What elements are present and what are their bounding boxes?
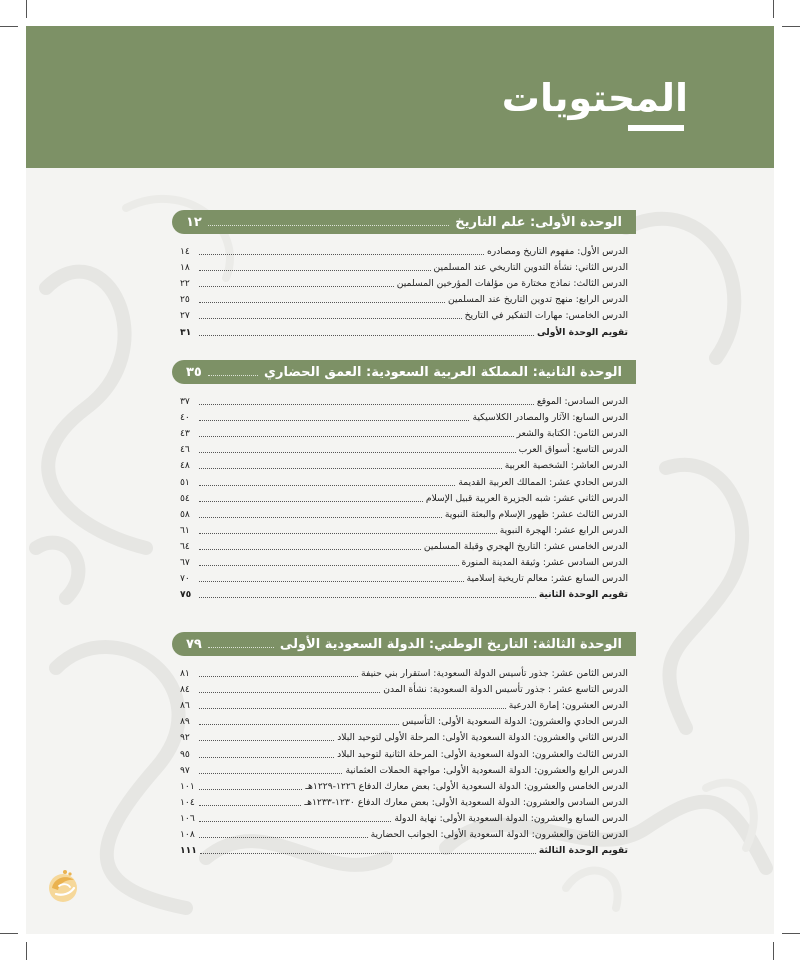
unit-title: الوحدة الأولى: علم التاريخ <box>455 214 622 230</box>
entry-title: الدرس الثامن والعشرون: الدولة السعودية الأولى: الجوانب الحضارية <box>370 829 628 841</box>
entry-title: الدرس الثامن عشر: جذور تأسيس الدولة السعودية: استقرار بني حنيفة <box>361 668 628 680</box>
entry-page-number: ٤٣ <box>180 428 190 440</box>
entry-page-number: ٤٦ <box>180 444 190 456</box>
toc-entry[interactable] <box>180 242 628 258</box>
entry-title: الدرس الرابع والعشرون: الدولة السعودية الأولى: مواجهة الحملات العثمانية <box>345 764 628 776</box>
entry-page-number: ١٠٤ <box>180 796 195 808</box>
entry-title: الدرس السادس عشر: وثيقة المدينة المنورة <box>461 557 628 569</box>
entry-title: الدرس الثالث: نماذج مختارة من مؤلفات المؤرخين المسلمين <box>396 278 628 290</box>
dot-leader <box>199 452 516 453</box>
dot-leader <box>199 565 459 566</box>
dot-leader <box>199 724 399 725</box>
dot-leader <box>199 436 514 437</box>
crop-mark <box>0 26 18 27</box>
entry-page-number: ٦٧ <box>180 557 190 569</box>
dot-leader <box>199 404 534 405</box>
entry-page-number: ٦٤ <box>180 540 190 552</box>
toc-entry[interactable] <box>180 793 628 809</box>
dot-leader <box>199 286 394 287</box>
dot-leader <box>199 302 445 303</box>
entry-page-number: ٤٠ <box>180 412 190 424</box>
entry-title: تقويم الوحدة الأولى <box>536 326 628 338</box>
crop-mark <box>773 942 774 960</box>
toc-entry[interactable] <box>180 424 628 440</box>
toc-entry[interactable] <box>180 664 628 680</box>
entry-page-number: ١٨ <box>180 262 190 274</box>
unit-title: الوحدة الثانية: المملكة العربية السعودية: العمق الحضاري <box>264 364 622 380</box>
entry-page-number: ٢٧ <box>180 310 190 322</box>
toc-entry[interactable] <box>180 696 628 712</box>
entry-page-number: ١٤ <box>180 246 190 258</box>
dot-leader <box>199 533 497 534</box>
toc-entry[interactable] <box>180 306 628 322</box>
toc-entry[interactable] <box>180 553 628 569</box>
dot-leader <box>199 517 442 518</box>
unit-page-number: ٣٥ <box>186 364 202 380</box>
entry-title: الدرس التاسع عشر : جذور تأسيس الدولة السعودية: نشأة المدن <box>383 684 628 696</box>
entry-title: الدرس العشرون: إمارة الدرعية <box>508 700 628 712</box>
page-title: المحتويات <box>501 76 688 120</box>
toc-entry[interactable] <box>180 712 628 728</box>
entry-title: الدرس الخامس عشر: التاريخ الهجري وقبلة المسلمين <box>423 540 628 552</box>
dot-leader <box>199 549 421 550</box>
crop-mark <box>26 0 27 18</box>
entry-page-number: ٩٢ <box>180 732 190 744</box>
entry-title: الدرس الأول: مفهوم التاريخ ومصادره <box>486 246 628 258</box>
entry-page-number: ٩٧ <box>180 764 190 776</box>
entry-page-number: ٨٦ <box>180 700 190 712</box>
dot-leader <box>199 789 302 790</box>
unit-page-number: ٧٩ <box>186 636 202 652</box>
entry-page-number: ٨٩ <box>180 716 190 728</box>
dot-leader <box>199 773 342 774</box>
toc-entry[interactable] <box>180 472 628 488</box>
dot-leader <box>199 805 301 806</box>
entry-page-number: ٨١ <box>180 668 190 680</box>
toc-entry[interactable] <box>180 569 628 585</box>
dot-leader <box>199 676 358 677</box>
unit-3 <box>172 632 636 857</box>
entry-title: الدرس الثاني والعشرون: الدولة السعودية الأولى: المرحلة الأولى لتوحيد البلاد <box>337 732 628 744</box>
toc-entry[interactable] <box>180 761 628 777</box>
crop-mark <box>782 933 800 934</box>
entry-title: الدرس السادس والعشرون: الدولة السعودية الأولى: بعض معارك الدفاع ١٢٣٠-١٢٣٣هـ <box>304 796 628 808</box>
toc-entry[interactable] <box>180 290 628 306</box>
dot-leader <box>199 692 380 693</box>
toc-entry[interactable] <box>180 728 628 744</box>
toc-entry-evaluation[interactable] <box>180 322 628 338</box>
publisher-logo-icon <box>44 866 82 904</box>
entry-title: الدرس العاشر: الشخصية العربية <box>504 460 628 472</box>
entry-title: الدرس الخامس والعشرون: الدولة السعودية الأولى: بعض معارك الدفاع ١٢٢٦-١٢٢٩هـ <box>305 780 628 792</box>
entry-title: الدرس الثاني عشر: شبه الجزيرة العربية قبيل الإسلام <box>425 492 628 504</box>
dot-leader <box>208 647 274 648</box>
unit-header[interactable] <box>172 360 636 384</box>
crop-mark <box>773 0 774 18</box>
toc-entry[interactable] <box>180 456 628 472</box>
entry-page-number: ٦١ <box>180 524 190 536</box>
toc-entry-evaluation[interactable] <box>180 841 628 857</box>
entry-page-number: ٥٨ <box>180 508 190 520</box>
entry-title: الدرس الثالث والعشرون: الدولة السعودية الأولى: المرحلة الثانية لتوحيد البلاد <box>337 748 628 760</box>
entry-title: الدرس الخامس: مهارات التفكير في التاريخ <box>464 310 628 322</box>
toc-entry[interactable] <box>180 809 628 825</box>
entry-page-number: ٩٥ <box>180 748 190 760</box>
unit-header[interactable] <box>172 210 636 234</box>
toc-entry[interactable] <box>180 521 628 537</box>
toc-entry[interactable] <box>180 274 628 290</box>
crop-mark <box>0 933 18 934</box>
unit-2 <box>172 360 636 601</box>
unit-1 <box>172 210 636 339</box>
dot-leader <box>199 740 334 741</box>
dot-leader <box>199 581 464 582</box>
entry-title: الدرس السابع عشر: معالم تاريخية إسلامية <box>466 573 628 585</box>
toc-entry[interactable] <box>180 825 628 841</box>
unit-title: الوحدة الثالثة: التاريخ الوطني: الدولة السعودية الأولى <box>279 636 622 652</box>
toc-entry[interactable] <box>180 777 628 793</box>
entry-title: الدرس الرابع عشر: الهجرة النبوية <box>499 524 628 536</box>
entry-page-number: ٧٥ <box>180 589 192 601</box>
crop-mark <box>782 26 800 27</box>
entry-title: الدرس التاسع: أسواق العرب <box>518 444 628 456</box>
dot-leader <box>199 757 334 758</box>
entry-page-number: ٣٧ <box>180 396 190 408</box>
toc-entry-evaluation[interactable] <box>180 585 628 601</box>
dot-leader <box>208 225 449 226</box>
toc-entry[interactable] <box>180 505 628 521</box>
dot-leader <box>199 821 391 822</box>
entry-title: الدرس السابع: الآثار والمصادر الكلاسيكية <box>472 412 628 424</box>
entry-page-number: ٤٨ <box>180 460 190 472</box>
dot-leader <box>200 853 536 854</box>
entry-title: الدرس الثاني: نشأة التدوين التاريخي عند المسلمين <box>433 262 628 274</box>
dot-leader <box>199 837 368 838</box>
toc-entry[interactable] <box>180 537 628 553</box>
dot-leader <box>199 270 431 271</box>
crop-mark <box>26 942 27 960</box>
entry-title: الدرس السابع والعشرون: الدولة السعودية الأولى: نهاية الدولة <box>394 812 628 824</box>
entry-title: تقويم الوحدة الثالثة <box>538 845 628 857</box>
entry-title: الدرس الثالث عشر: ظهور الإسلام والبعثة النبوية <box>444 508 628 520</box>
entry-page-number: ٧٠ <box>180 573 190 585</box>
dot-leader <box>208 375 258 376</box>
dot-leader <box>199 420 469 421</box>
toc-entry[interactable] <box>180 408 628 424</box>
dot-leader <box>199 501 423 502</box>
toc-entry[interactable] <box>180 489 628 505</box>
toc-entry[interactable] <box>180 744 628 760</box>
unit-header[interactable] <box>172 632 636 656</box>
entry-title: تقويم الوحدة الثانية <box>538 589 628 601</box>
entry-page-number: ١٠٨ <box>180 829 195 841</box>
dot-leader <box>199 485 455 486</box>
entry-title: الدرس الحادي والعشرون: الدولة السعودية الأولى: التأسيس <box>401 716 628 728</box>
entry-page-number: ٢٢ <box>180 278 190 290</box>
dot-leader <box>199 318 462 319</box>
entry-page-number: ٥١ <box>180 476 190 488</box>
dot-leader <box>199 468 502 469</box>
toc-entry[interactable] <box>180 440 628 456</box>
toc-entry[interactable] <box>180 392 628 408</box>
entry-title: الدرس الرابع: منهج تدوين التاريخ عند المسلمين <box>448 294 628 306</box>
entry-page-number: ١٠٦ <box>180 812 195 824</box>
entry-page-number: ٥٤ <box>180 492 190 504</box>
entry-page-number: ١١١ <box>180 845 197 857</box>
title-underline <box>628 125 684 131</box>
entry-title: الدرس السادس: الموقع <box>536 396 628 408</box>
entry-title: الدرس الثامن: الكتابة والشعر <box>516 428 628 440</box>
entry-page-number: ٣١ <box>180 326 192 338</box>
dot-leader <box>199 335 534 336</box>
entry-page-number: ٢٥ <box>180 294 190 306</box>
dot-leader <box>199 597 536 598</box>
toc-entry[interactable] <box>180 680 628 696</box>
entry-page-number: ١٠١ <box>180 780 195 792</box>
dot-leader <box>199 708 506 709</box>
dot-leader <box>199 254 484 255</box>
entry-title: الدرس الحادي عشر: الممالك العربية القديمة <box>458 476 628 488</box>
toc-entry[interactable] <box>180 258 628 274</box>
unit-page-number: ١٢ <box>186 214 202 230</box>
entry-page-number: ٨٤ <box>180 684 190 696</box>
